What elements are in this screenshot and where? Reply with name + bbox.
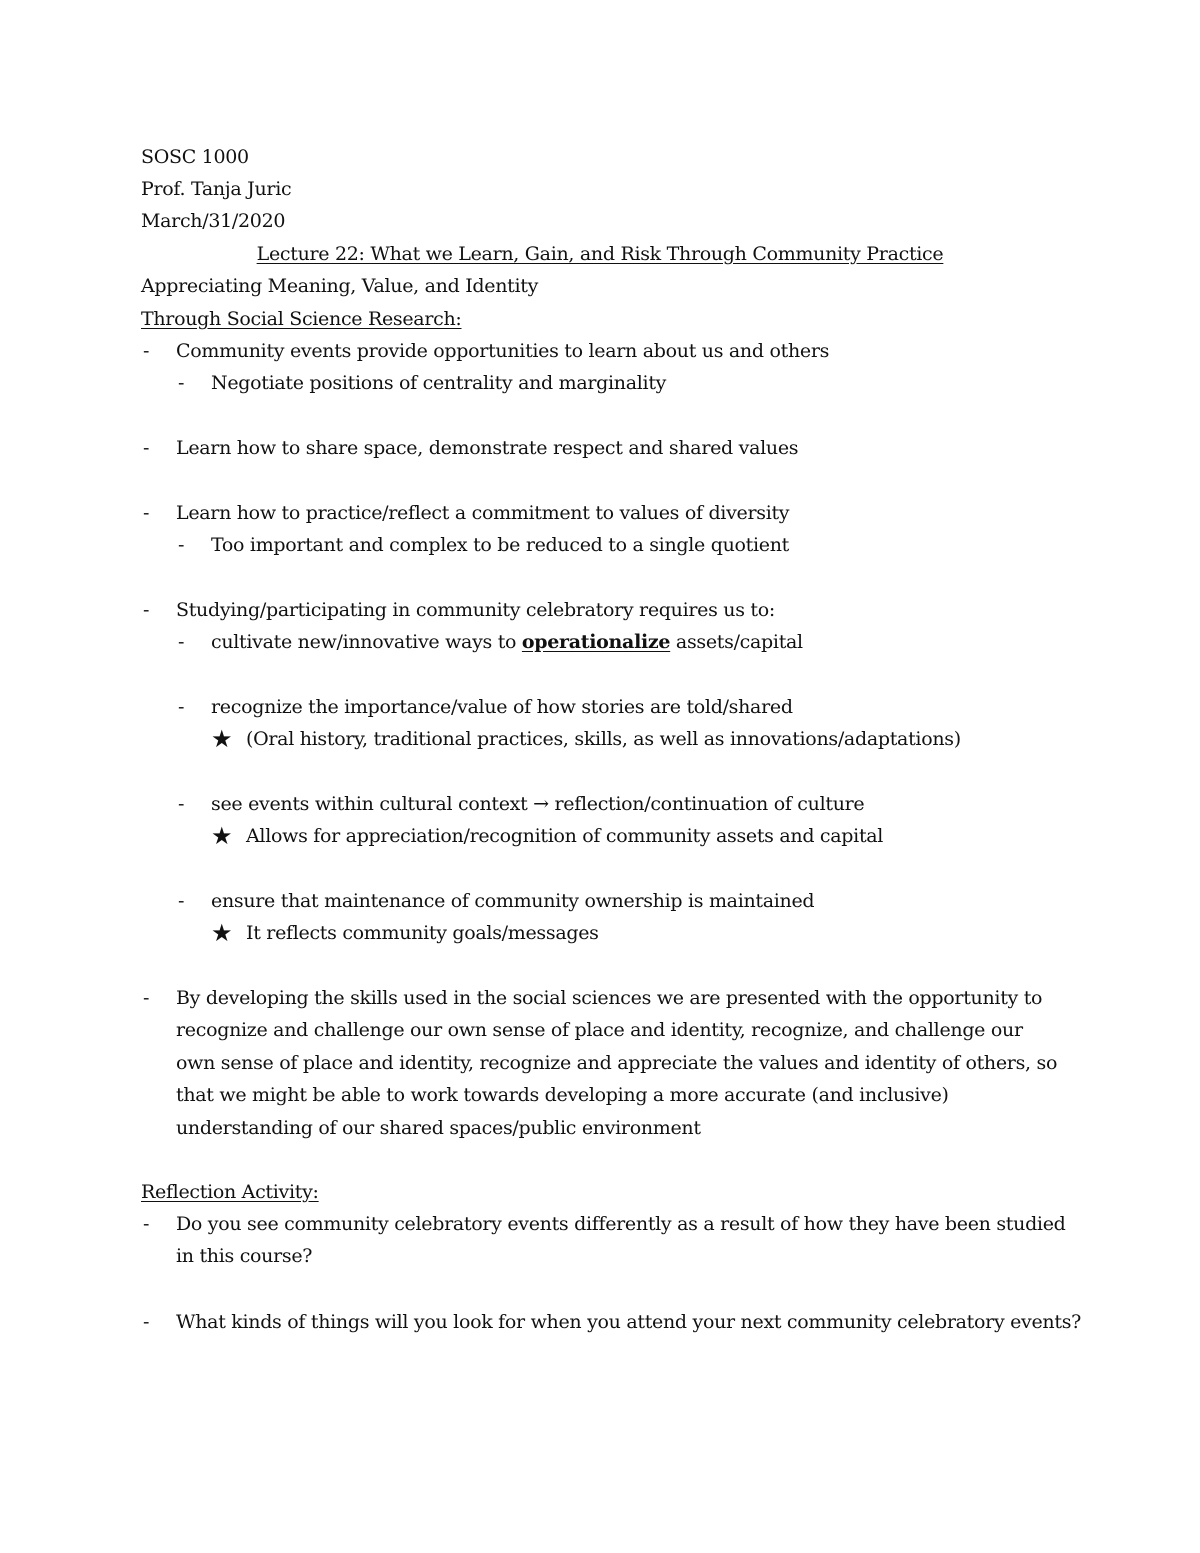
section-heading-research: Through Social Science Research: — [141, 308, 462, 330]
bullet-dash: - — [143, 340, 150, 362]
sub-bullet-dash: - — [178, 890, 185, 912]
bullet-paragraph: By developing the skills used in the social sciences we are presented with the opportunity to recognize and challenge our own sense of place and identity, recognize, and challenge our own sense of place and identity, recognize and appreciate the values and identity of others, so that we might be able to work towards developing a more accurate (and inclusive) understanding of our shared spaces/public environment — [176, 987, 1058, 1139]
bullet-dash: - — [143, 599, 150, 621]
reflection-question: What kinds of things will you look for when you attend your next community celebratory events? — [176, 1311, 1082, 1333]
star-bullet-icon: ★ — [211, 919, 233, 947]
sub-bullet-text: recognize the importance/value of how stories are told/shared — [211, 696, 793, 718]
sub-bullet-text — [211, 630, 803, 654]
course-code: SOSC 1000 — [141, 146, 249, 168]
star-bullet-text: (Oral history, traditional practices, skills, as well as innovations/adaptations) — [246, 728, 961, 750]
bullet-dash: - — [143, 1311, 150, 1333]
star-bullet-text: Allows for appreciation/recognition of community assets and capital — [246, 825, 884, 847]
professor-name: Prof. Tanja Juric — [141, 178, 292, 200]
sub-bullet-text: see events within cultural context → reflection/continuation of culture — [211, 793, 865, 815]
star-bullet-text: It reflects community goals/messages — [246, 922, 599, 944]
sub-bullet-dash: - — [178, 534, 185, 556]
bullet-dash: - — [143, 1213, 150, 1235]
lecture-date: March/31/2020 — [141, 210, 286, 232]
bullet-text: Learn how to practice/reflect a commitment to values of diversity — [176, 502, 790, 524]
sub-bullet-dash: - — [178, 793, 185, 815]
bullet-dash: - — [143, 437, 150, 459]
emphasized-term: operationalize — [521, 631, 671, 653]
sub-bullet-dash: - — [178, 696, 185, 718]
sub-bullet-text: ensure that maintenance of community ownership is maintained — [211, 890, 815, 912]
bullet-text: Studying/participating in community celebratory requires us to: — [176, 599, 775, 621]
bullet-text: Community events provide opportunities to learn about us and others — [176, 340, 830, 362]
sub-bullet-text: Too important and complex to be reduced to a single quotient — [211, 534, 789, 556]
lecture-subtitle: Appreciating Meaning, Value, and Identity — [141, 275, 539, 297]
star-bullet-icon: ★ — [211, 725, 233, 753]
lecture-title: Lecture 22: What we Learn, Gain, and Risk Through Community Practice — [256, 243, 944, 265]
bullet-text: Learn how to share space, demonstrate respect and shared values — [176, 437, 799, 459]
bullet-dash: - — [143, 987, 150, 1009]
sub-bullet-dash: - — [178, 631, 185, 653]
star-bullet-icon: ★ — [211, 822, 233, 850]
sub-bullet-text-end: assets/capital — [670, 631, 803, 653]
sub-bullet-text: Negotiate positions of centrality and marginality — [211, 372, 667, 394]
sub-bullet-dash: - — [178, 372, 185, 394]
sub-bullet-text-start: cultivate new/innovative ways to — [211, 631, 522, 653]
section-heading-reflection: Reflection Activity: — [141, 1181, 319, 1203]
bullet-dash: - — [143, 502, 150, 524]
reflection-question: Do you see community celebratory events differently as a result of how they have been studied in this course? — [176, 1213, 1066, 1268]
